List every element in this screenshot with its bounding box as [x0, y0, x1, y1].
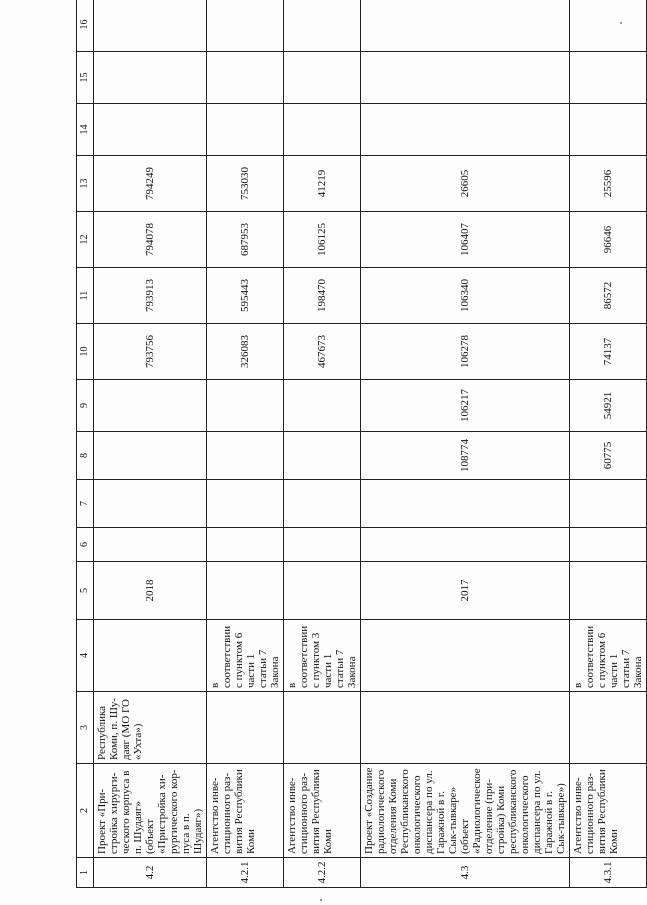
header-cell: 7 — [77, 480, 94, 528]
empty-cell — [284, 52, 361, 104]
empty-cell — [207, 104, 284, 156]
value-cell: 794249 — [94, 156, 207, 212]
value-cell: 326083 — [207, 324, 284, 380]
value-cell — [207, 432, 284, 480]
value-cell: 687953 — [207, 212, 284, 268]
empty-cell — [94, 104, 207, 156]
location-cell — [207, 692, 284, 764]
project-name: Проект «Создание радиологического отделения Коми Республиканского онкологического диспансера по ул. Гаражной в г. Сык-тывкаре» (объект «Радиологическое отделение (при-стройка) Коми республиканского онкологического диспансера по ул. Гаражной в г. Сык-тывкаре») — [361, 764, 570, 858]
empty-cell — [284, 0, 361, 52]
value-cell: 106278 — [361, 324, 570, 380]
empty-cell — [361, 528, 570, 562]
header-cell: 4 — [77, 620, 94, 692]
empty-cell — [361, 0, 570, 52]
rotated-table-wrapper — [76, 19, 644, 888]
header-cell: 2 — [77, 764, 94, 858]
empty-cell — [570, 52, 647, 104]
value-cell: 106217 — [361, 380, 570, 432]
value-cell: 106407 — [361, 212, 570, 268]
header-cell: 8 — [77, 432, 94, 480]
year-cell — [207, 562, 284, 620]
agency-name: Агентство инве-стиционного раз-вития Республики Коми — [284, 764, 361, 858]
header-cell: 15 — [77, 52, 94, 104]
header-cell: 5 — [77, 562, 94, 620]
table-row — [207, 0, 284, 888]
empty-cell — [570, 104, 647, 156]
project-name: Проект «При-стройка хирурги-ческого корпуса в п. Шудаяг» (объект «Пристройка хи-рургического кор-пуса в п. Шудаяг») — [94, 764, 207, 858]
header-cell: 16 — [77, 0, 94, 52]
value-cell: 41219 — [284, 156, 361, 212]
year-cell — [284, 562, 361, 620]
empty-cell — [94, 528, 207, 562]
empty-cell — [207, 0, 284, 52]
empty-cell — [284, 104, 361, 156]
header-cell: 11 — [77, 268, 94, 324]
scan-speck — [620, 22, 622, 24]
value-cell: 595443 — [207, 268, 284, 324]
location-cell — [284, 692, 361, 764]
year-cell: 2018 — [94, 562, 207, 620]
value-cell: 60775 — [570, 432, 647, 480]
year-cell: 2017 — [361, 562, 570, 620]
empty-cell — [94, 480, 207, 528]
agency-name: Агентство инве-стиционного раз-вития Республики Коми — [570, 764, 647, 858]
value-cell: 753030 — [207, 156, 284, 212]
value-cell: 106340 — [361, 268, 570, 324]
location-cell — [361, 692, 570, 764]
value-cell: 794078 — [94, 212, 207, 268]
empty-cell — [94, 0, 207, 52]
empty-cell — [361, 104, 570, 156]
value-cell — [284, 380, 361, 432]
empty-cell — [570, 0, 647, 52]
year-cell — [570, 562, 647, 620]
header-cell: 14 — [77, 104, 94, 156]
table-row — [361, 0, 570, 888]
value-cell: 54921 — [570, 380, 647, 432]
value-cell: 74137 — [570, 324, 647, 380]
location-cell — [570, 692, 647, 764]
header-cell: 13 — [77, 156, 94, 212]
value-cell — [284, 432, 361, 480]
value-cell: 96646 — [570, 212, 647, 268]
investment-table — [76, 0, 647, 888]
basis-cell: в соответствии с пунктом 6 части 1 статьи 7 Закона — [207, 620, 284, 692]
table-row — [570, 0, 647, 888]
value-cell: 86572 — [570, 268, 647, 324]
header-cell: 3 — [77, 692, 94, 764]
value-cell — [94, 432, 207, 480]
scan-speck — [320, 899, 322, 901]
basis-cell: в соответствии с пунктом 3 части 1 статьи 7 Закона — [284, 620, 361, 692]
value-cell: 26605 — [361, 156, 570, 212]
value-cell: 198470 — [284, 268, 361, 324]
agency-name: Агентство инве-стиционного раз-вития Республики Коми — [207, 764, 284, 858]
header-cell: 12 — [77, 212, 94, 268]
empty-cell — [94, 52, 207, 104]
row-number: 4.3 — [361, 858, 570, 888]
value-cell: 25596 — [570, 156, 647, 212]
header-cell: 9 — [77, 380, 94, 432]
header-cell: 1 — [77, 858, 94, 888]
value-cell: 108774 — [361, 432, 570, 480]
row-number: 4.2.1 — [207, 858, 284, 888]
value-cell: 793756 — [94, 324, 207, 380]
empty-cell — [284, 480, 361, 528]
basis-cell: в соответствии с пунктом 6 части 1 статьи 7 Закона — [570, 620, 647, 692]
row-number: 4.3.1 — [570, 858, 647, 888]
header-cell: 10 — [77, 324, 94, 380]
value-cell: 467673 — [284, 324, 361, 380]
header-row — [77, 0, 94, 888]
value-cell: 793913 — [94, 268, 207, 324]
basis-cell — [94, 620, 207, 692]
empty-cell — [207, 480, 284, 528]
value-cell — [207, 380, 284, 432]
table-row — [284, 0, 361, 888]
table-row — [94, 0, 207, 888]
value-cell: 106125 — [284, 212, 361, 268]
empty-cell — [361, 52, 570, 104]
location-cell: Республика Коми, п. Шу-даяг (МО ГО «Ухта») — [94, 692, 207, 764]
empty-cell — [207, 52, 284, 104]
empty-cell — [284, 528, 361, 562]
row-number: 4.2.2 — [284, 858, 361, 888]
header-cell: 6 — [77, 528, 94, 562]
empty-cell — [570, 480, 647, 528]
empty-cell — [361, 480, 570, 528]
empty-cell — [570, 528, 647, 562]
row-number: 4.2 — [94, 858, 207, 888]
value-cell — [94, 380, 207, 432]
basis-cell — [361, 620, 570, 692]
empty-cell — [207, 528, 284, 562]
